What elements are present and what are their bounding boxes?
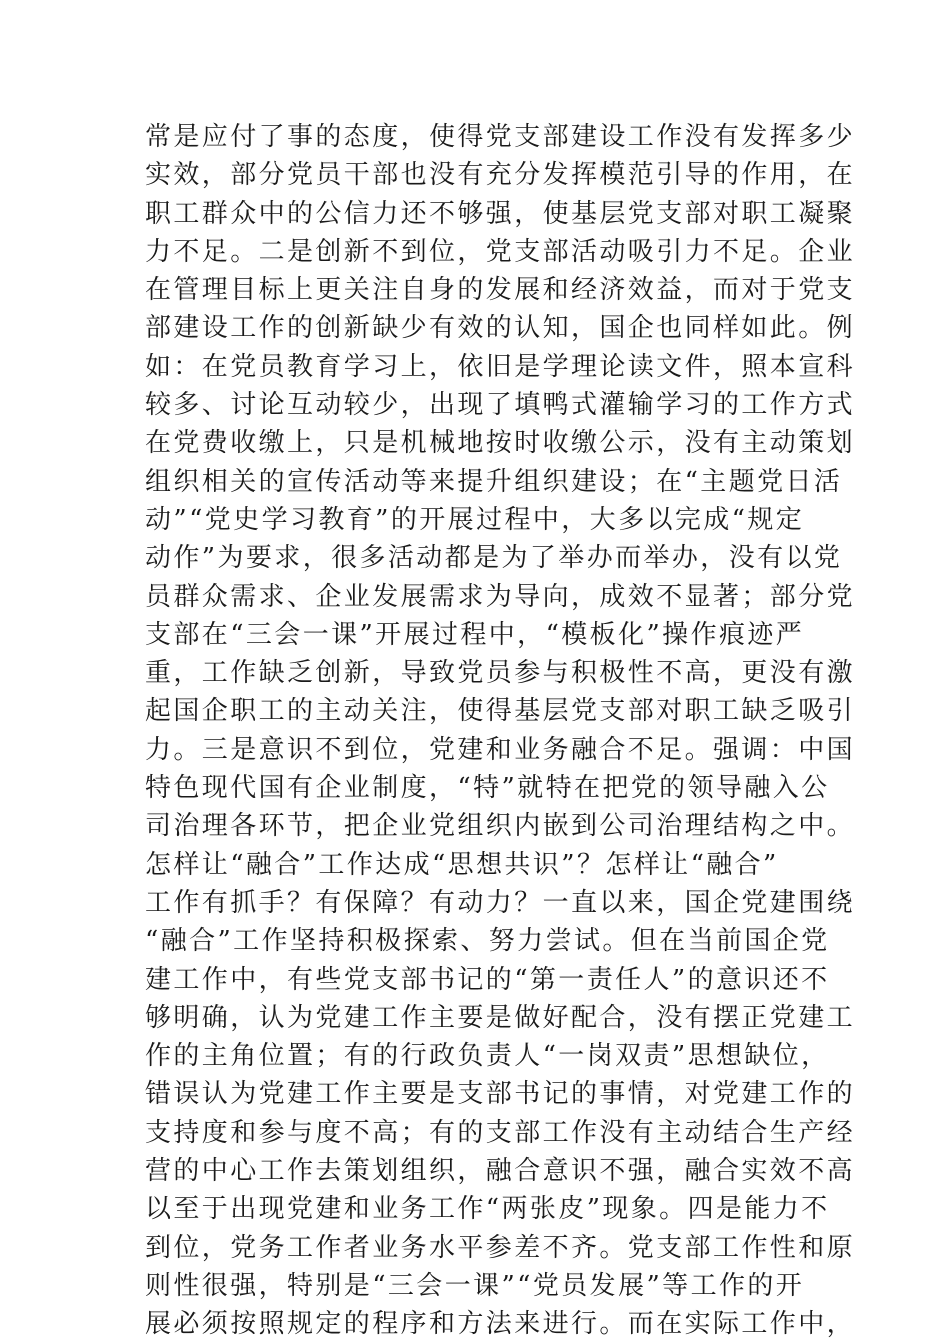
- text-line: 建工作中，有些党支部书记的“第一责任人”的意识还不: [145, 964, 830, 995]
- text-line: 支持度和参与度不高；有的支部工作没有主动结合生产经: [145, 1117, 856, 1148]
- text-line: 职工群众中的公信力还不够强，使基层党支部对职工凝聚: [145, 198, 856, 229]
- text-line: 在党费收缴上，只是机械地按时收缴公示，没有主动策划: [145, 428, 856, 459]
- text-line: 营的中心工作去策划组织，融合意识不强，融合实效不高: [145, 1156, 856, 1187]
- text-line: 展必须按照规定的程序和方法来进行。而在实际工作中，: [145, 1309, 856, 1340]
- text-line: 错误认为党建工作主要是支部书记的事情，对党建工作的: [145, 1079, 856, 1110]
- text-line: 则性很强，特别是“三会一课”“党员发展”等工作的开: [145, 1270, 805, 1301]
- body-text: [145, 118, 856, 1344]
- text-line: 如：在党员教育学习上，依旧是学理论读文件，照本宣科: [145, 351, 856, 382]
- text-line: 怎样让“融合”工作达成“思想共识”？怎样让“融合”: [145, 849, 779, 880]
- text-line: 支部在“三会一课”开展过程中，“模板化”操作痕迹严: [145, 619, 805, 650]
- text-line: 动”“党史学习教育”的开展过程中，大多以完成“规定: [145, 504, 805, 535]
- text-line: 重，工作缺乏创新，导致党员参与积极性不高，更没有激: [145, 658, 856, 689]
- text-line: 在管理目标上更关注自身的发展和经济效益，而对于党支: [145, 275, 856, 306]
- text-line: 实效，部分党员干部也没有充分发挥模范引导的作用，在: [145, 160, 856, 191]
- text-line: 动作”为要求，很多活动都是为了举办而举办，没有以党: [145, 543, 843, 574]
- text-line: 力不足。二是创新不到位，党支部活动吸引力不足。企业: [145, 236, 856, 267]
- text-line: 起国企职工的主动关注，使得基层党支部对职工缺乏吸引: [145, 696, 856, 727]
- text-line: 作的主角位置；有的行政负责人“一岗双责”思想缺位，: [145, 1041, 830, 1072]
- text-line: 司治理各环节，把企业党组织内嵌到公司治理结构之中。: [145, 811, 856, 842]
- text-line: 够明确，认为党建工作主要是做好配合，没有摆正党建工: [145, 1002, 856, 1033]
- text-line: 较多、讨论互动较少，出现了填鸭式灌输学习的工作方式: [145, 390, 856, 421]
- text-line: 以至于出现党建和业务工作“两张皮”现象。四是能力不: [145, 1194, 830, 1225]
- text-line: 力。三是意识不到位，党建和业务融合不足。强调：中国: [145, 734, 856, 765]
- text-line: 员群众需求、企业发展需求为导向，成效不显著；部分党: [145, 581, 856, 612]
- text-line: “融合”工作坚持积极探索、努力尝试。但在当前国企党: [145, 926, 830, 957]
- text-line: 常是应付了事的态度，使得党支部建设工作没有发挥多少: [145, 122, 856, 152]
- text-line: 特色现代国有企业制度，“特”就特在把党的领导融入公: [145, 773, 830, 804]
- text-line: 到位，党务工作者业务水平参差不齐。党支部工作性和原: [145, 1232, 856, 1263]
- text-line: 工作有抓手？有保障？有动力？一直以来，国企党建围绕: [145, 887, 856, 918]
- text-line: 组织相关的宣传活动等来提升组织建设；在“主题党日活: [145, 466, 843, 497]
- text-line: 部建设工作的创新缺少有效的认知，国企也同样如此。例: [145, 313, 856, 344]
